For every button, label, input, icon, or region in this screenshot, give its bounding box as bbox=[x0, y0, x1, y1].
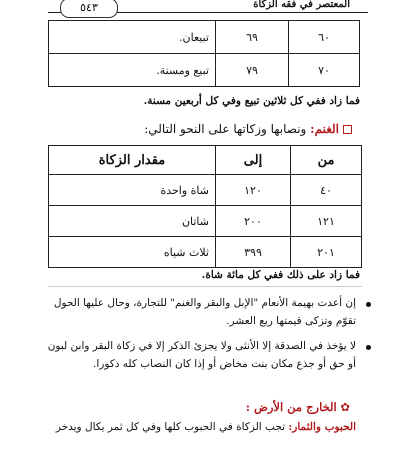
from-cell: ٢٠١ bbox=[291, 237, 362, 268]
table-row bbox=[49, 21, 360, 54]
to-cell: ١٢٠ bbox=[216, 175, 291, 206]
leaf-ornament-icon: ✿ bbox=[340, 400, 350, 414]
bullet-item: لا يؤخذ في الصدقة إلا الأنثى ولا يجزئ الذكر إلا في زكاة البقر وابن لبون أو حق أو جذع مكان بنت مخاض أو إذا كان النصاب كله ذكورا. bbox=[47, 340, 356, 370]
table-header-row bbox=[49, 146, 362, 175]
section-heading-text: الخارج من الأرض : bbox=[245, 400, 337, 414]
cattle-note: فما زاد ففي كل ثلاثين تبيع وفي كل أربعين مسنة. bbox=[143, 95, 360, 107]
from-cell: ١٢١ bbox=[291, 206, 362, 237]
table-row bbox=[49, 206, 362, 237]
table-row bbox=[49, 237, 362, 268]
sheep-intro: ونصابها وزكاتها على النحو التالي: bbox=[144, 122, 311, 136]
bullet-dot-icon bbox=[366, 345, 371, 350]
table-row bbox=[49, 175, 362, 206]
crops-paragraph bbox=[36, 418, 356, 436]
page-number: ٥٤٣ bbox=[60, 0, 118, 18]
sheep-heading bbox=[144, 120, 352, 138]
to-cell: ٣٩٩ bbox=[216, 237, 291, 268]
to-cell: ٦٩ bbox=[216, 21, 289, 54]
header-from: من bbox=[291, 146, 362, 175]
to-cell: ٧٩ bbox=[216, 54, 289, 87]
from-cell: ٤٠ bbox=[291, 175, 362, 206]
bullet-item: إن أعدت بهيمة الأنعام "الإبل والبقر والغنم" للتجارة، وحال عليها الحول تقوّم وتزكى قيمتها ربع العشر. bbox=[53, 297, 356, 327]
amount-cell: شاتان bbox=[49, 206, 216, 237]
cattle-table bbox=[48, 20, 360, 87]
divider bbox=[48, 286, 362, 287]
sheep-label: الغنم: bbox=[310, 122, 339, 136]
square-bullet-icon bbox=[343, 125, 352, 134]
amount-cell: تبيع ومسنة. bbox=[49, 54, 216, 87]
bullet-dot-icon bbox=[366, 302, 371, 307]
book-title: المعتصر في فقه الزكاة bbox=[253, 0, 350, 10]
from-cell: ٧٠ bbox=[289, 54, 360, 87]
amount-cell: ثلاث شياه bbox=[49, 237, 216, 268]
section-heading bbox=[246, 398, 350, 416]
table-row bbox=[49, 54, 360, 87]
crops-label: الحبوب والثمار: bbox=[288, 421, 356, 433]
amount-cell: شاة واحدة bbox=[49, 175, 216, 206]
crops-text: تجب الزكاة في الحبوب كلها وفي كل ثمر يكال ويدخر bbox=[55, 421, 289, 433]
header-amount: مقدار الزكاة bbox=[49, 146, 216, 175]
sheep-table bbox=[48, 145, 362, 268]
from-cell: ٦٠ bbox=[289, 21, 360, 54]
amount-cell: تبيعان. bbox=[49, 21, 216, 54]
header-to: إلى bbox=[216, 146, 291, 175]
to-cell: ٢٠٠ bbox=[216, 206, 291, 237]
sheep-note: فما زاد على ذلك ففي كل مائة شاة. bbox=[201, 269, 360, 281]
